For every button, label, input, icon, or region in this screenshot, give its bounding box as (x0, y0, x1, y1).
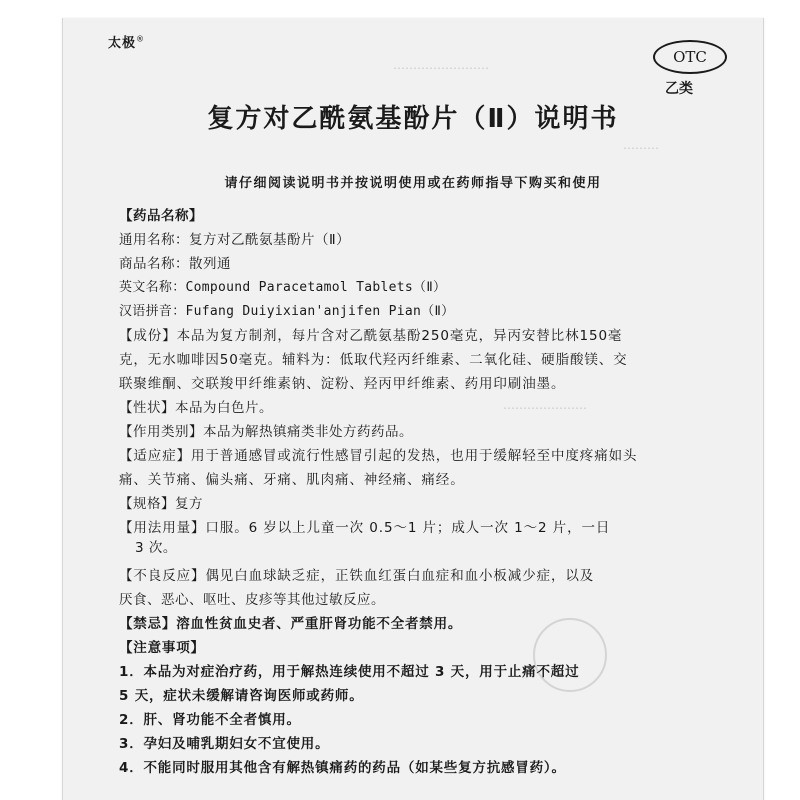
section-heading-precautions: 【注意事项】 (119, 640, 205, 656)
precaution-item: 5 天，症状未缓解请咨询医师或药师。 (119, 688, 364, 704)
generic-name-line: 通用名称：复方对乙酰氨基酚片（Ⅱ） (119, 232, 351, 248)
precaution-item: 1．本品为对症治疗药，用于解热连续使用不超过 3 天，用于止痛不超过 (119, 664, 580, 680)
dosage-line: 3 次。 (135, 540, 177, 556)
adverse-reaction-line: 厌食、恶心、呕吐、皮疹等其他过敏反应。 (119, 592, 385, 608)
bleed-through-text: ……… (623, 138, 659, 152)
otc-class-label: 乙类 (665, 81, 693, 97)
indication-line: 痛、关节痛、偏头痛、牙痛、肌肉痛、神经痛、痛经。 (119, 472, 465, 488)
composition-line: 联聚维酮、交联羧甲纤维素钠、淀粉、羟丙甲纤维素、药用印刷油墨。 (119, 376, 566, 392)
pinyin-name-line: 汉语拼音：Fufang Duiyixian'anjifen Pian（Ⅱ） (119, 304, 455, 319)
composition-line: 【成份】本品为复方制剂，每片含对乙酰氨基酚250毫克，异丙安替比林150毫 (119, 328, 623, 344)
trade-name-line: 商品名称：散列通 (119, 256, 231, 272)
brand-logo: 太极® (108, 34, 146, 51)
otc-badge: OTC (653, 40, 727, 74)
section-heading-drug-name: 【药品名称】 (119, 208, 203, 224)
specification-line: 【规格】复方 (119, 496, 203, 512)
appearance-line: 【性状】本品为白色片。 (119, 400, 273, 416)
dosage-line: 【用法用量】口服。6 岁以上儿童一次 0.5～1 片；成人一次 1～2 片，一日 (119, 520, 611, 536)
leaflet-page (62, 18, 764, 800)
category-line: 【作用类别】本品为解热镇痛类非处方药药品。 (119, 424, 413, 440)
indication-line: 【适应症】用于普通感冒或流行性感冒引起的发热，也用于缓解轻至中度疼痛如头 (119, 448, 638, 464)
bleed-through-text: ………………… (503, 398, 587, 412)
contraindication-line: 【禁忌】溶血性贫血史者、严重肝肾功能不全者禁用。 (119, 616, 463, 632)
document-subtitle: 请仔细阅读说明书并按说明使用或在药师指导下购买和使用 (224, 176, 602, 191)
precaution-item: 3．孕妇及哺乳期妇女不宜使用。 (119, 736, 330, 752)
english-name-line: 英文名称：Compound Paracetamol Tablets（Ⅱ） (119, 280, 447, 295)
adverse-reaction-line: 【不良反应】偶见白血球缺乏症，正铁血红蛋白血症和血小板减少症，以及 (119, 568, 595, 584)
precaution-item: 2．肝、肾功能不全者慎用。 (119, 712, 301, 728)
composition-line: 克，无水咖啡因50毫克。辅料为：低取代羟丙纤维素、二氧化硅、硬脂酸镁、交 (119, 352, 628, 368)
bleed-through-text: …………………… (393, 58, 489, 72)
precaution-item: 4．不能同时服用其他含有解热镇痛药的药品（如某些复方抗感冒药）。 (119, 760, 566, 776)
document-title: 复方对乙酰氨基酚片（Ⅱ）说明书 (207, 104, 619, 134)
